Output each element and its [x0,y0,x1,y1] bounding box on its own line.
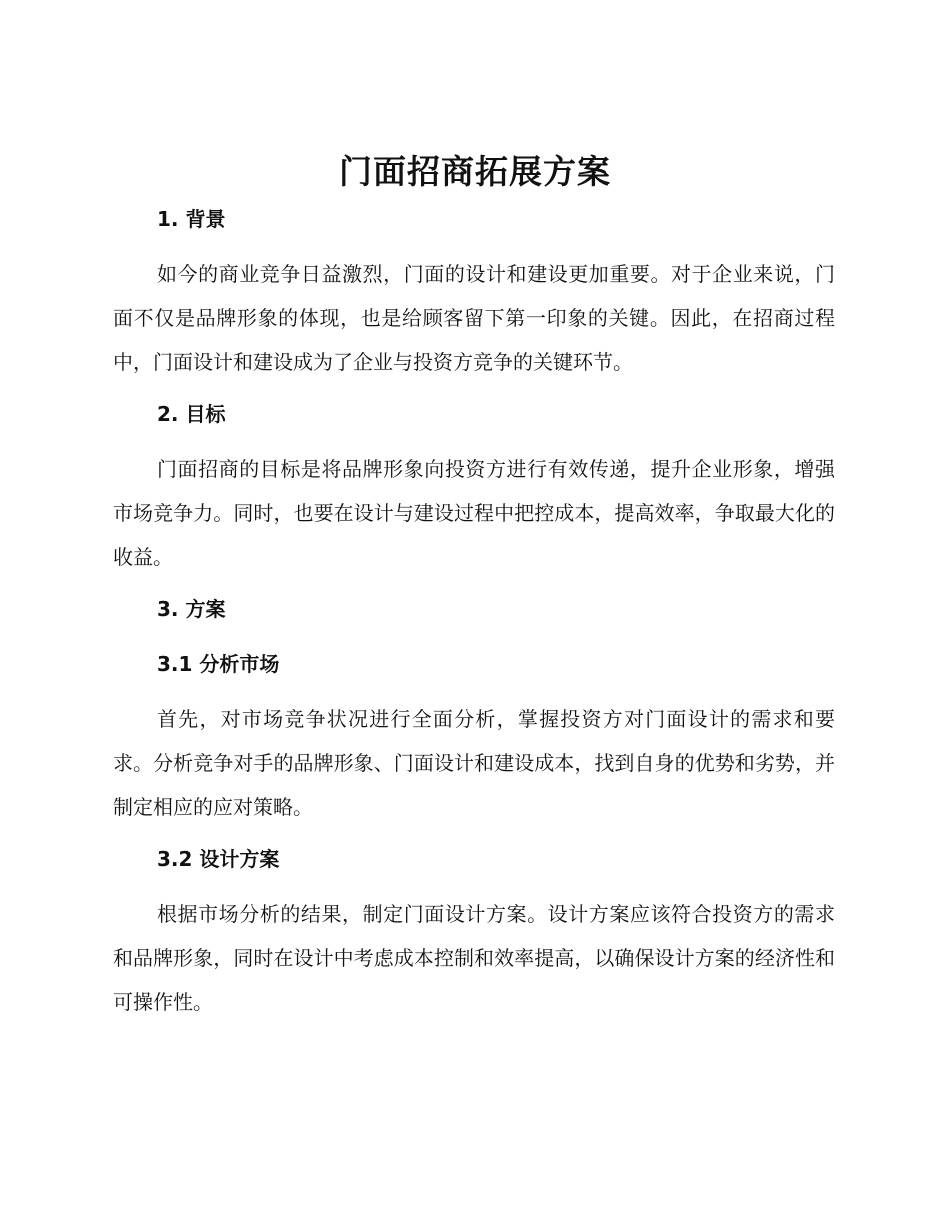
section-heading-design-plan: 3.2 设计方案 [157,847,280,871]
section-heading-market-analysis: 3.1 分析市场 [157,652,280,676]
section-heading-background: 1. 背景 [157,207,226,231]
section-heading-goal: 2. 目标 [157,402,226,426]
section-body-goal: 门面招商的目标是将品牌形象向投资方进行有效传递，提升企业形象，增强市场竞争力。同时，也要在设计与建设过程中把控成本，提高效率，争取最大化的收益。 [113,457,835,569]
page-title: 门面招商拓展方案 [339,152,611,191]
section-heading-plan: 3. 方案 [157,597,226,621]
section-body-design-plan: 根据市场分析的结果，制定门面设计方案。设计方案应该符合投资方的需求和品牌形象，同时在设计中考虑成本控制和效率提高，以确保设计方案的经济性和可操作性。 [113,902,835,1014]
section-body-background: 如今的商业竞争日益激烈，门面的设计和建设更加重要。对于企业来说，门面不仅是品牌形象的体现，也是给顾客留下第一印象的关键。因此，在招商过程中，门面设计和建设成为了企业与投资方竞争的关键环节。 [113,262,835,374]
section-body-market-analysis: 首先，对市场竞争状况进行全面分析，掌握投资方对门面设计的需求和要求。分析竞争对手的品牌形象、门面设计和建设成本，找到自身的优势和劣势，并制定相应的应对策略。 [113,707,835,819]
